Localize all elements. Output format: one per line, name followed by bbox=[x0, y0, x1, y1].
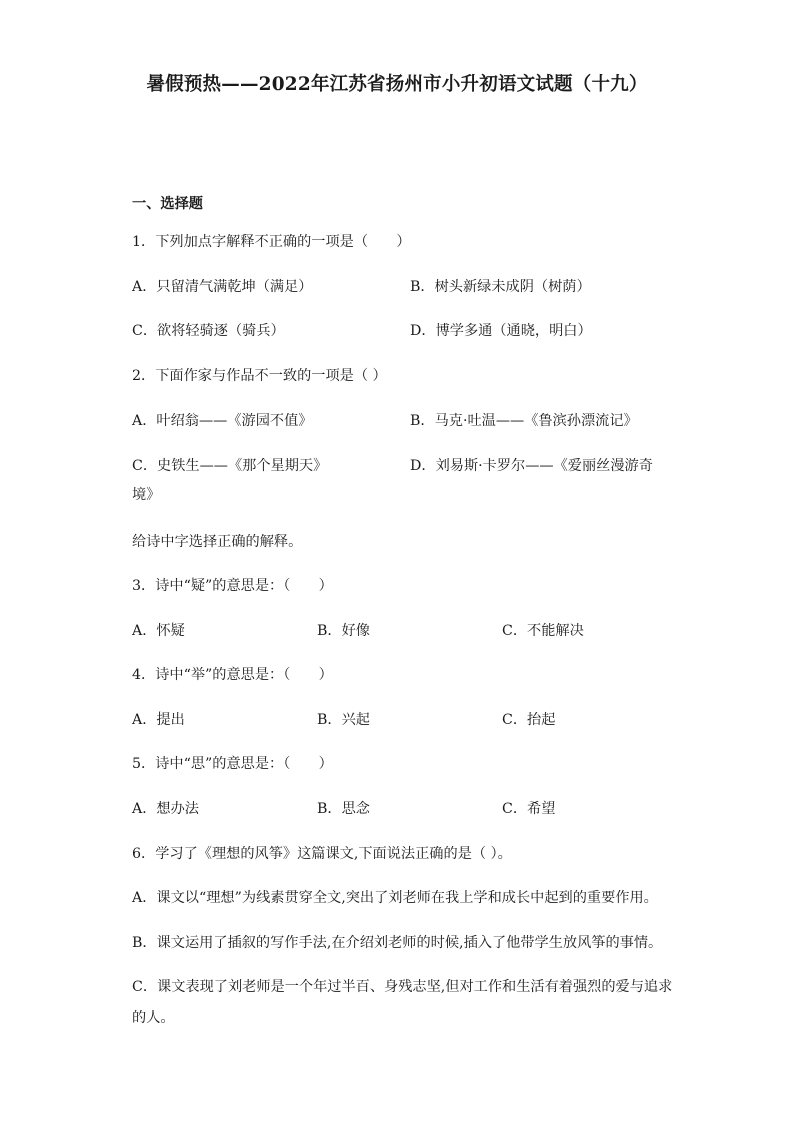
question-4-option-b: B．兴起 bbox=[317, 712, 370, 728]
question-5-stem: 5．诗中“思”的意思是：（ ） bbox=[132, 756, 333, 772]
section-heading: 一、选择题 bbox=[132, 196, 203, 212]
question-1-option-a: A．只留清气满乾坤（满足） bbox=[132, 279, 313, 295]
instruction-text: 给诗中字选择正确的解释。 bbox=[132, 534, 303, 550]
question-2-stem: 2．下面作家与作品不一致的一项是（ ） bbox=[132, 368, 387, 384]
question-1-stem: 1．下列加点字解释不正确的一项是（ ） bbox=[132, 234, 411, 250]
question-4-option-c: C．抬起 bbox=[502, 712, 556, 728]
question-6-option-c-continued: 的人。 bbox=[132, 1010, 175, 1026]
question-2-option-b: B．马克·吐温——《鲁滨孙漂流记》 bbox=[410, 413, 638, 429]
question-5-option-a: A．想办法 bbox=[132, 801, 199, 817]
question-6-option-b: B．课文运用了插叙的写作手法,在介绍刘老师的时候,插入了他带学生放风筝的事情。 bbox=[132, 935, 663, 951]
question-1-option-b: B．树头新绿未成阴（树荫） bbox=[410, 279, 591, 295]
question-3-option-c: C．不能解决 bbox=[502, 623, 584, 639]
question-4-stem: 4．诗中“举”的意思是：（ ） bbox=[132, 667, 333, 683]
question-3-option-a: A．怀疑 bbox=[132, 623, 185, 639]
question-4-option-a: A．提出 bbox=[132, 712, 185, 728]
question-6-option-a: A．课文以“理想”为线素贯穿全文,突出了刘老师在我上学和成长中起到的重要作用。 bbox=[132, 890, 658, 906]
question-2-option-a: A．叶绍翁——《游园不值》 bbox=[132, 413, 313, 429]
question-1-option-c: C．欲将轻骑逐（骑兵） bbox=[132, 323, 285, 339]
question-6-option-c: C．课文表现了刘老师是一个年过半百、身残志坚,但对工作和生活有着强烈的爱与追求 bbox=[132, 979, 673, 995]
question-1-option-d: D．博学多通（通晓，明白） bbox=[410, 323, 592, 339]
page-title: 暑假预热——2022年江苏省扬州市小升初语文试题（十九） bbox=[146, 74, 648, 95]
question-2-option-d: D．刘易斯·卡罗尔——《爱丽丝漫游奇 bbox=[410, 458, 653, 474]
question-3-option-b: B．好像 bbox=[317, 623, 370, 639]
question-2-option-c: C．史铁生——《那个星期天》 bbox=[132, 458, 328, 474]
question-5-option-c: C．希望 bbox=[502, 801, 556, 817]
question-5-option-b: B．思念 bbox=[317, 801, 370, 817]
question-3-stem: 3．诗中“疑”的意思是：（ ） bbox=[132, 578, 333, 594]
question-2-option-d-continued: 境》 bbox=[132, 487, 161, 503]
question-6-stem: 6．学习了《理想的风筝》这篇课文,下面说法正确的是（ ）。 bbox=[132, 846, 512, 862]
